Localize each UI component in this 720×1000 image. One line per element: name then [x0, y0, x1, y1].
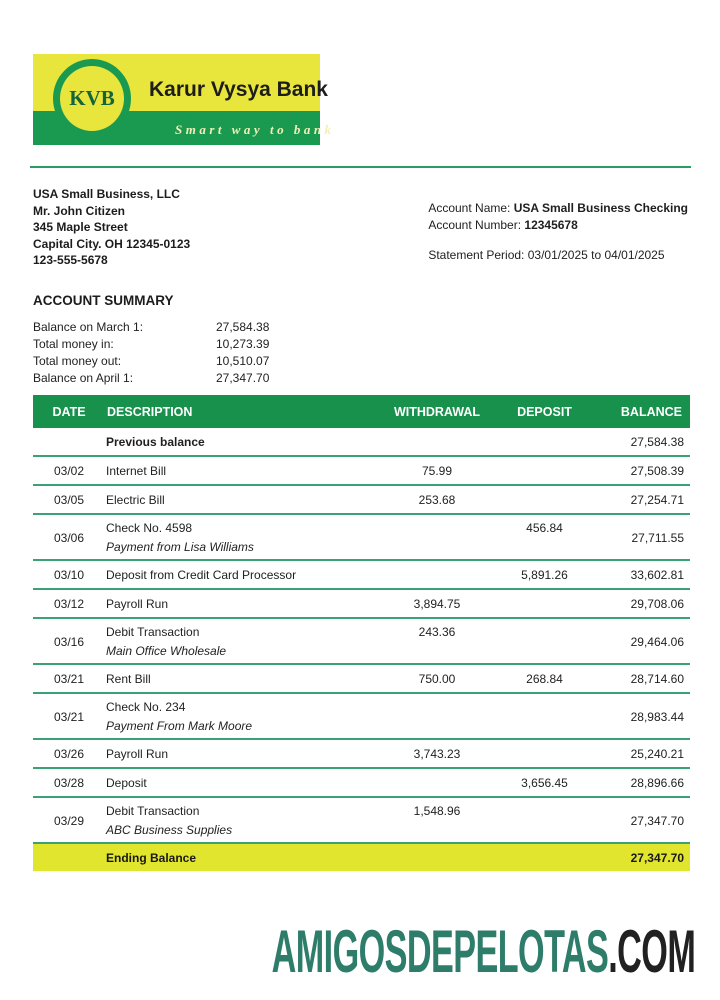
cell-withdrawal — [382, 693, 492, 739]
description-main: Ending Balance — [106, 851, 197, 866]
description-main: Deposit from Credit Card Processor — [106, 568, 297, 583]
cell-withdrawal: 1,548.96 — [382, 797, 492, 843]
cell-withdrawal: 253.68 — [382, 485, 492, 514]
cell-withdrawal — [382, 560, 492, 589]
statement-info-row — [33, 186, 690, 269]
table-row — [33, 485, 690, 514]
statement-period-label: Statement Period: — [428, 248, 525, 262]
col-header-deposit: DEPOSIT — [492, 395, 597, 428]
bank-name: Karur Vysya Bank — [149, 78, 328, 101]
cell-deposit: 268.84 — [492, 664, 597, 693]
account-info — [428, 200, 690, 269]
cell-withdrawal — [382, 768, 492, 797]
cell-description — [105, 618, 382, 664]
cell-deposit — [492, 843, 597, 871]
cell-balance: 29,708.06 — [597, 589, 690, 618]
cell-date — [33, 843, 105, 871]
table-row — [33, 618, 690, 664]
cell-date: 03/05 — [33, 485, 105, 514]
cell-description — [105, 664, 382, 693]
cell-deposit — [492, 456, 597, 485]
col-header-date: DATE — [33, 395, 105, 428]
summary-value: 27,347.70 — [216, 371, 270, 386]
cell-date: 03/21 — [33, 664, 105, 693]
cell-description — [105, 560, 382, 589]
cell-balance: 27,347.70 — [597, 843, 690, 871]
statement-period-value: 03/01/2025 to 04/01/2025 — [527, 248, 665, 262]
description-main: Internet Bill — [106, 464, 167, 479]
cell-description — [105, 693, 382, 739]
transactions-table-body — [33, 428, 690, 871]
customer-address — [33, 186, 190, 269]
account-number-value: 12345678 — [524, 218, 578, 232]
col-header-balance: BALANCE — [597, 395, 690, 428]
summary-label: Balance on April 1: — [33, 371, 134, 386]
cell-deposit — [492, 618, 597, 664]
header-row — [33, 395, 690, 428]
account-summary-title: ACCOUNT SUMMARY — [33, 292, 174, 308]
cell-balance: 27,508.39 — [597, 456, 690, 485]
address-line: USA Small Business, LLC — [33, 187, 180, 201]
table-row — [33, 843, 690, 871]
description-sub: ABC Business Supplies — [106, 823, 233, 838]
cell-deposit: 3,656.45 — [492, 768, 597, 797]
cell-withdrawal: 750.00 — [382, 664, 492, 693]
address-line: 345 Maple Street — [33, 220, 128, 234]
cell-description — [105, 843, 382, 871]
description-main: Debit Transaction — [106, 625, 200, 640]
cell-description — [105, 514, 382, 560]
cell-balance: 29,464.06 — [597, 618, 690, 664]
bank-tagline: Smart way to bank — [175, 122, 335, 137]
description-main: Payroll Run — [106, 747, 169, 762]
cell-balance: 27,347.70 — [597, 797, 690, 843]
table-row — [33, 456, 690, 485]
summary-row — [33, 336, 690, 353]
site-watermark — [271, 918, 695, 985]
cell-balance: 27,584.38 — [597, 428, 690, 456]
cell-date: 03/12 — [33, 589, 105, 618]
table-row — [33, 428, 690, 456]
kvb-logo — [33, 54, 335, 145]
cell-date: 03/06 — [33, 514, 105, 560]
account-number-line — [428, 217, 688, 234]
logo-abbr: KVB — [69, 86, 115, 110]
cell-description — [105, 797, 382, 843]
cell-deposit — [492, 693, 597, 739]
description-main: Previous balance — [106, 435, 205, 450]
cell-withdrawal — [382, 843, 492, 871]
cell-deposit — [492, 428, 597, 456]
summary-value: 10,510.07 — [216, 353, 270, 368]
cell-balance: 28,983.44 — [597, 693, 690, 739]
header-divider — [30, 166, 691, 168]
transactions-table — [33, 395, 690, 871]
cell-description — [105, 485, 382, 514]
cell-balance: 33,602.81 — [597, 560, 690, 589]
description-sub: Payment from Lisa Williams — [106, 540, 254, 555]
description-main: Deposit — [106, 776, 147, 791]
cell-withdrawal: 243.36 — [382, 618, 492, 664]
cell-date: 03/21 — [33, 693, 105, 739]
cell-balance: 27,254.71 — [597, 485, 690, 514]
description-main: Debit Transaction — [106, 804, 200, 819]
table-row — [33, 664, 690, 693]
cell-deposit: 456.84 — [492, 514, 597, 560]
address-line: Capital City. OH 12345-0123 — [33, 236, 191, 251]
cell-description — [105, 768, 382, 797]
summary-row — [33, 319, 690, 336]
table-row — [33, 693, 690, 739]
cell-date: 03/28 — [33, 768, 105, 797]
summary-value: 10,273.39 — [216, 336, 270, 351]
cell-deposit: 5,891.26 — [492, 560, 597, 589]
summary-label: Total money in: — [33, 336, 114, 351]
description-main: Electric Bill — [106, 493, 165, 508]
col-header-withdrawal: WITHDRAWAL — [382, 395, 492, 428]
cell-balance: 28,714.60 — [597, 664, 690, 693]
cell-withdrawal: 3,894.75 — [382, 589, 492, 618]
summary-label: Balance on March 1: — [33, 319, 144, 334]
table-row — [33, 589, 690, 618]
table-row — [33, 797, 690, 843]
cell-withdrawal — [382, 428, 492, 456]
transactions-table-header — [33, 395, 690, 428]
description-sub: Main Office Wholesale — [106, 644, 227, 659]
watermark-site-name: AMIGOSDEPELOTAS — [271, 918, 608, 985]
account-summary — [33, 319, 690, 388]
cell-deposit — [492, 739, 597, 768]
cell-description — [105, 589, 382, 618]
cell-description — [105, 428, 382, 456]
description-main: Check No. 234 — [106, 700, 186, 715]
cell-deposit — [492, 485, 597, 514]
watermark-site-tld: .COM — [607, 918, 695, 985]
description-main: Rent Bill — [106, 672, 151, 687]
cell-date: 03/02 — [33, 456, 105, 485]
cell-balance: 27,711.55 — [597, 514, 690, 560]
account-name-label: Account Name: — [428, 201, 511, 215]
cell-balance: 25,240.21 — [597, 739, 690, 768]
cell-withdrawal — [382, 514, 492, 560]
table-row — [33, 768, 690, 797]
description-main: Payroll Run — [106, 597, 169, 612]
cell-balance: 28,896.66 — [597, 768, 690, 797]
summary-row — [33, 370, 690, 387]
account-name-value: USA Small Business Checking — [513, 201, 688, 215]
statement-period-line — [428, 247, 688, 264]
cell-date — [33, 428, 105, 456]
summary-value: 27,584.38 — [216, 319, 270, 334]
col-header-description: DESCRIPTION — [105, 395, 382, 428]
account-name-line — [428, 200, 688, 217]
summary-row — [33, 353, 690, 370]
cell-deposit — [492, 589, 597, 618]
address-line: Mr. John Citizen — [33, 203, 126, 218]
description-main: Check No. 4598 — [106, 521, 193, 536]
table-row — [33, 514, 690, 560]
cell-withdrawal: 75.99 — [382, 456, 492, 485]
cell-date: 03/29 — [33, 797, 105, 843]
cell-date: 03/16 — [33, 618, 105, 664]
description-sub: Payment From Mark Moore — [106, 719, 253, 734]
summary-label: Total money out: — [33, 353, 122, 368]
cell-description — [105, 456, 382, 485]
account-number-label: Account Number: — [428, 218, 522, 232]
kvb-logo-icon — [53, 59, 131, 138]
address-line: 123-555-5678 — [33, 253, 108, 267]
cell-withdrawal: 3,743.23 — [382, 739, 492, 768]
cell-date: 03/10 — [33, 560, 105, 589]
cell-deposit — [492, 797, 597, 843]
cell-date: 03/26 — [33, 739, 105, 768]
table-row — [33, 560, 690, 589]
cell-description — [105, 739, 382, 768]
table-row — [33, 739, 690, 768]
